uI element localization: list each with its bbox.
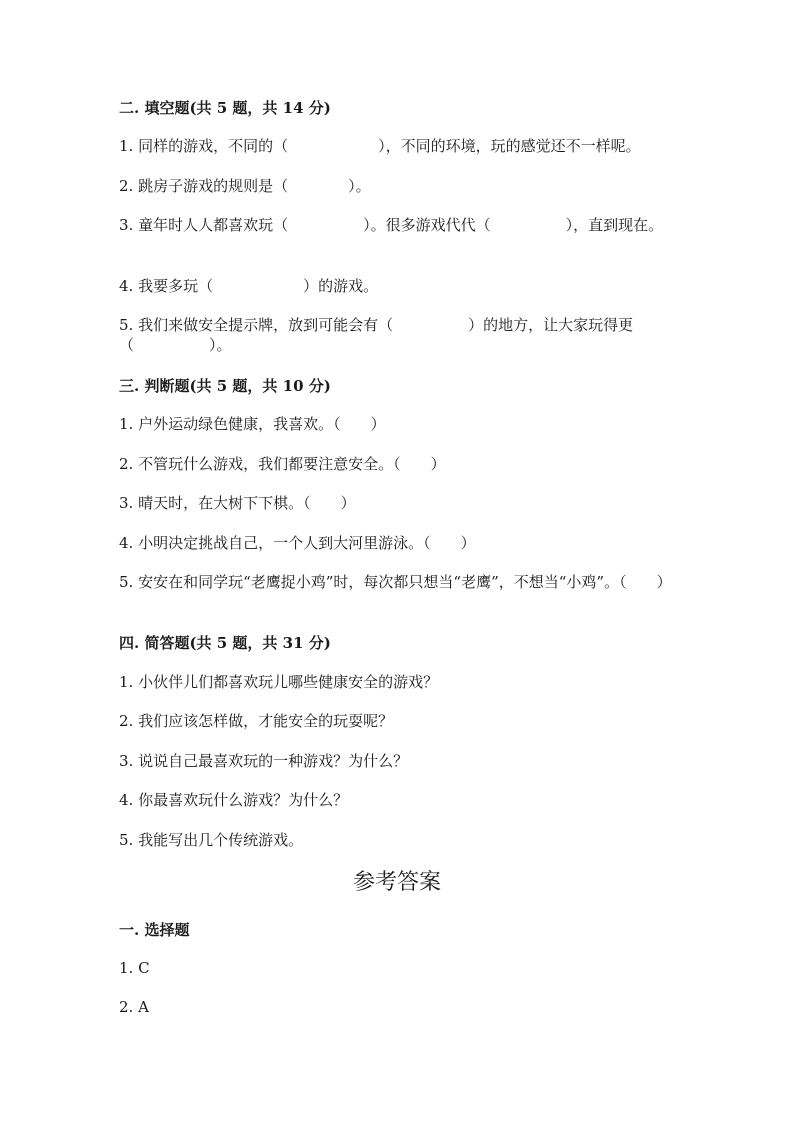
fill-question-5: 5. 我们来做安全提示牌，放到可能会有（ ）的地方，让大家玩得更（ ）。 (119, 316, 634, 354)
answers-title: 参考答案 (352, 870, 441, 895)
answer-item-1: 1. C (119, 959, 150, 977)
fill-question-4: 4. 我要多玩（ ）的游戏。 (119, 277, 379, 295)
short-question-4: 4. 你最喜欢玩什么游戏？为什么？ (119, 791, 349, 809)
fill-question-1: 1. 同样的游戏，不同的（ ），不同的环境，玩的感觉还不一样呢。 (119, 137, 641, 155)
short-question-2: 2. 我们应该怎样做，才能安全的玩耍呢？ (119, 712, 394, 730)
section-3-title: 三. 判断题(共 5 题，共 10 分) (119, 377, 331, 395)
fill-question-2: 2. 跳房子游戏的规则是（ ）。 (119, 177, 371, 195)
short-question-1: 1. 小伙伴儿们都喜欢玩儿哪些健康安全的游戏？ (119, 673, 439, 691)
answer-item-2: 2. A (119, 998, 149, 1016)
short-question-3: 3. 说说自己最喜欢玩的一种游戏？为什么？ (119, 752, 409, 770)
judge-question-4: 4. 小明决定挑战自己，一个人到大河里游泳。（ ） (119, 534, 476, 552)
judge-question-3: 3. 晴天时，在大树下下棋。（ ） (119, 494, 356, 512)
judge-question-2: 2. 不管玩什么游戏，我们都要注意安全。（ ） (119, 455, 446, 473)
section-4-title: 四. 简答题(共 5 题，共 31 分) (119, 634, 331, 652)
fill-question-3: 3. 童年时人人都喜欢玩（ ）。很多游戏代代（ ），直到现在。 (119, 216, 664, 234)
judge-question-5: 5. 安安在和同学玩“老鹰捉小鸡”时，每次都只想当“老鹰”，不想当“小鸡”。（ ） (119, 573, 672, 591)
answers-section-1-title: 一. 选择题 (119, 921, 190, 939)
short-question-5: 5. 我能写出几个传统游戏。 (119, 831, 304, 849)
section-2-title: 二. 填空题(共 5 题，共 14 分) (119, 99, 331, 117)
judge-question-1: 1. 户外运动绿色健康，我喜欢。（ ） (119, 415, 386, 433)
